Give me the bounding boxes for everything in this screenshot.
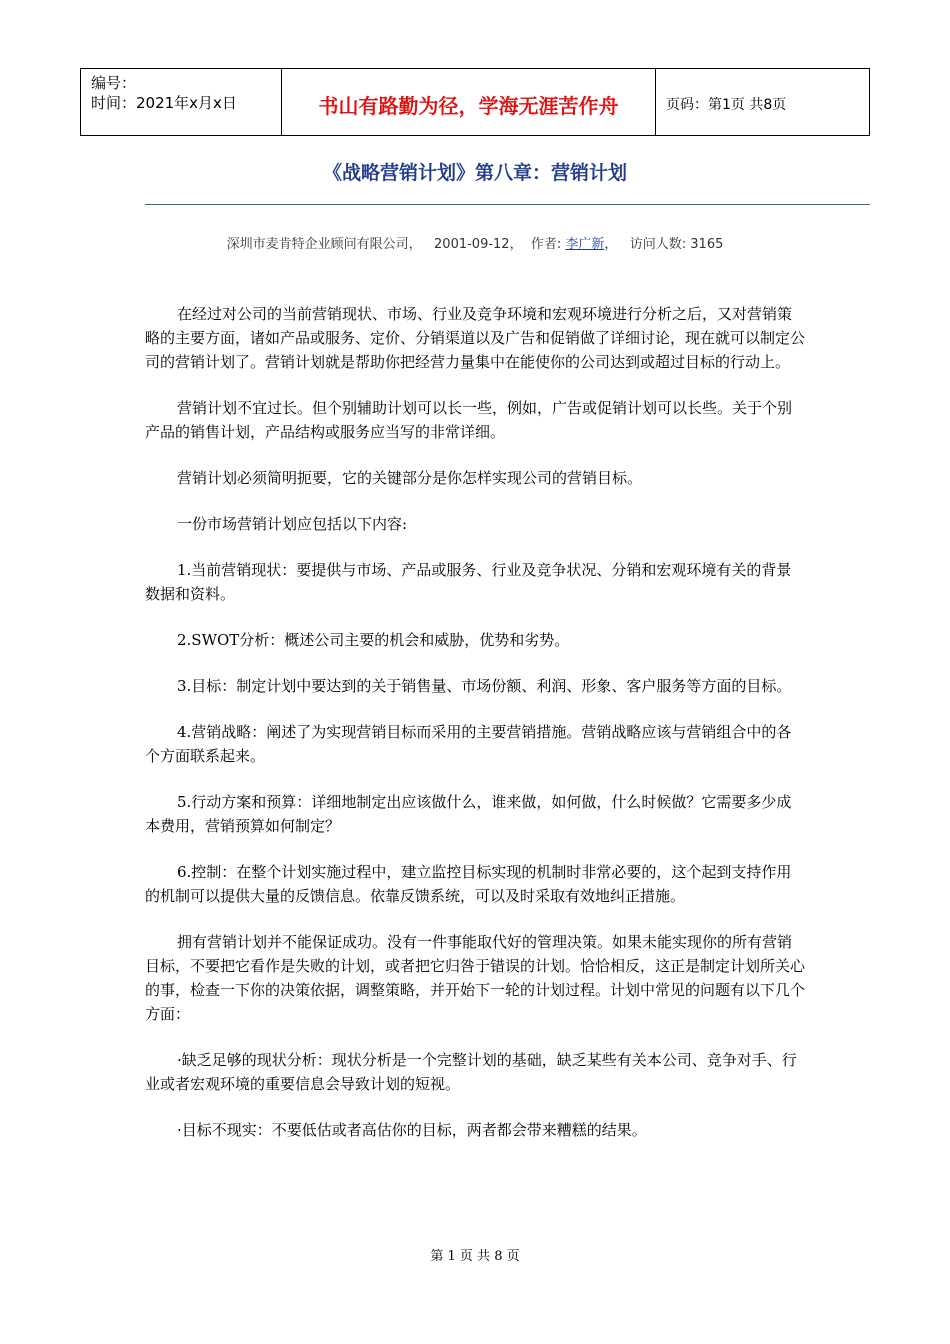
header-page-cell [656,69,869,135]
document-number-label: 编号： [91,74,137,92]
meta-source-date: 深圳市麦肯特企业顾问有限公司， 2001-09-12， 作者: [226,237,566,252]
header-motto: 书山有路勤为径，学海无涯苦作舟 [318,93,619,118]
list-item: 2.SWOT分析：概述公司主要的机会和威胁，优势和劣势。 [177,631,570,649]
document-time-label: 时间：2021年x月x日 [91,94,237,112]
page-footer: 第 1 页 共 8 页 [430,1249,520,1264]
paragraph: 拥有营销计划并不能保证成功。没有一件事能取代好的管理决策。如果未能实现你的所有营销目标，不要把它看作是失败的计划，或者把它归咎于错误的计划。恰恰相反，这正是制定计划所关心的事，检查一下你的决策依据，调整策略，并开始下一轮的计划过程。计划中常见的问题有以下几个方面： [145,933,806,1023]
list-item: 3.目标：制定计划中要达到的关于销售量、市场份额、利润、形象、客户服务等方面的目标。 [177,677,792,695]
header-table [80,68,870,136]
article-body [145,302,805,1164]
list-item: 5.行动方案和预算：详细地制定出应该做什么，谁来做，如何做，什么时候做？它需要多少成本费用，营销预算如何制定？ [145,793,792,835]
list-item: 6.控制：在整个计划实施过程中，建立监控目标实现的机制时非常必要的，这个起到支持作用的机制可以提供大量的反馈信息。依靠反馈系统，可以及时采取有效地纠正措施。 [145,863,792,905]
paragraph: 一份市场营销计划应包括以下内容: [177,515,408,533]
paragraph: 营销计划不宜过长。但个别辅助计划可以长一些，例如，广告或促销计划可以长些。关于个别产品的销售计划，产品结构或服务应当写的非常详细。 [145,399,793,441]
header-page-info: 页码：第1页 共8页 [666,97,787,113]
list-item: 4.营销战略：阐述了为实现营销目标而采用的主要营销措施。营销战略应该与营销组合中的各个方面联系起来。 [145,723,792,765]
list-item: 1.当前营销现状：要提供与市场、产品或服务、行业及竞争状况、分销和宏观环境有关的背景数据和资料。 [145,561,792,603]
header-info-cell [81,69,282,135]
meta-visitors: ， 访问人数: 3165 [604,237,724,252]
header-motto-cell [282,69,656,135]
bullet-item: ·缺乏足够的现状分析：现状分析是一个完整计划的基础，缺乏某些有关本公司、竞争对手、行业或者宏观环境的重要信息会导致计划的短视。 [145,1051,797,1093]
title-divider [145,204,870,205]
article-meta [0,233,950,252]
author-link[interactable]: 李广新 [565,237,605,252]
paragraph: 营销计划必须简明扼要，它的关键部分是你怎样实现公司的营销目标。 [177,469,643,487]
article-title: 《战略营销计划》第八章：营销计划 [322,162,627,184]
bullet-item: ·目标不现实：不要低估或者高估你的目标，两者都会带来糟糕的结果。 [177,1121,647,1139]
paragraph: 在经过对公司的当前营销现状、市场、行业及竞争环境和宏观环境进行分析之后，又对营销策略的主要方面，诸如产品或服务、定价、分销渠道以及广告和促销做了详细讨论，现在就可以制定公司的营销计划了。营销计划就是帮助你把经营力量集中在能使你的公司达到或超过目标的行动上。 [145,305,806,371]
